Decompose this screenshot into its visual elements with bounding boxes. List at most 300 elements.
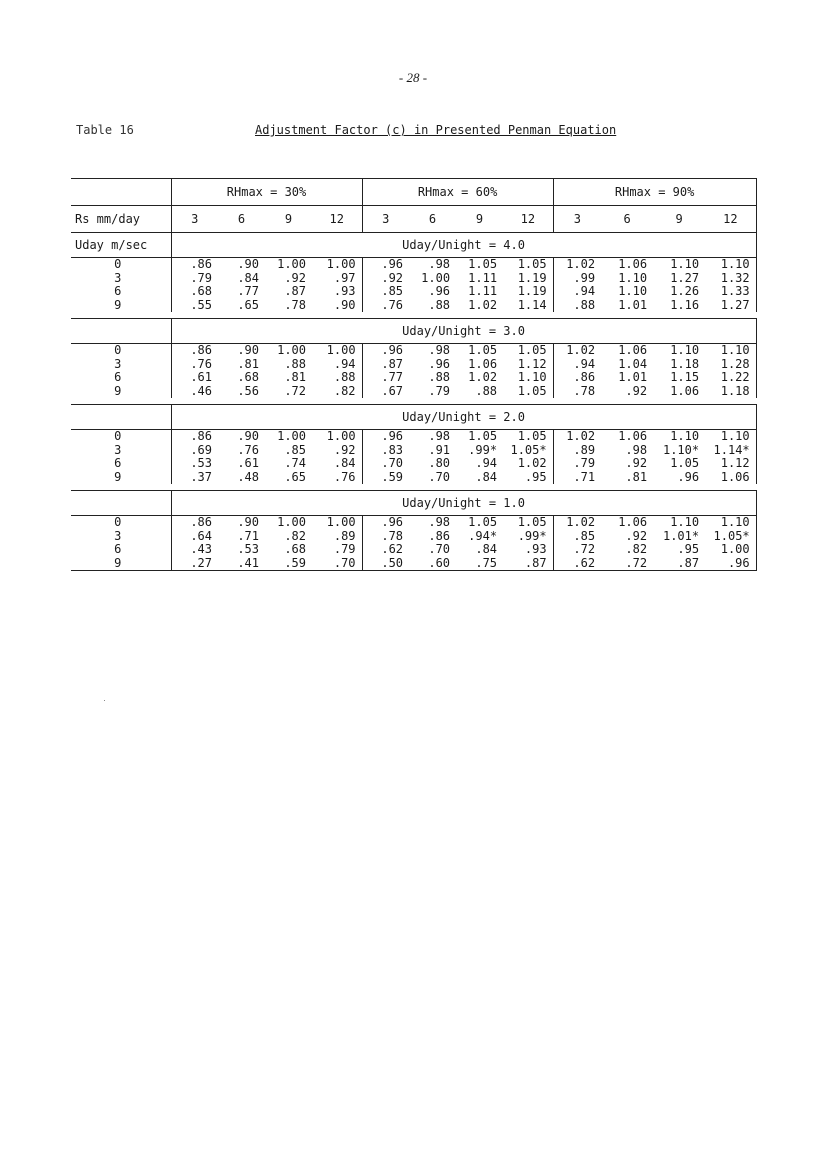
table-cell: 1.05* [510, 442, 547, 457]
table-cell: .94 [475, 456, 498, 470]
uday-value: 9 [114, 383, 122, 398]
table-cell: .81 [237, 356, 259, 371]
table-cell: .86 [190, 343, 212, 357]
table-cell: .88 [428, 297, 451, 312]
table-cell: .96 [428, 356, 451, 371]
table-cell: .85 [573, 528, 596, 543]
rs-value: 3 [553, 206, 601, 233]
table-cell: 1.06 [618, 343, 648, 357]
table-cell: .53 [190, 456, 212, 470]
table-cell: 1.04 [618, 356, 648, 371]
table-row [71, 258, 756, 313]
rs-value: 9 [653, 206, 705, 233]
table-cell: .74 [284, 456, 306, 470]
value-column [171, 344, 218, 399]
table-cell: 1.01 [618, 297, 648, 312]
table-cell: .70 [428, 469, 451, 484]
table-cell: .96 [381, 257, 404, 271]
table-cell: .92 [284, 270, 306, 285]
rhmax-header-row [71, 179, 756, 206]
table-cell: .55 [190, 297, 212, 312]
table-cell: .92 [333, 442, 356, 457]
value-column [456, 344, 503, 399]
rs-value: 9 [265, 206, 312, 233]
rhmax-30-header: RHmax = 30% [171, 179, 362, 206]
value-column [653, 430, 705, 485]
corner-cell [71, 179, 171, 206]
table-cell: .78 [284, 297, 306, 312]
table-cell: 1.05 [517, 515, 547, 529]
value-column [705, 344, 756, 399]
table-cell: 1.18 [670, 356, 700, 371]
uday-value: 6 [114, 456, 122, 470]
table-cell: .92 [625, 528, 648, 543]
table-cell: .78 [381, 528, 404, 543]
rs-value: 12 [503, 206, 553, 233]
table-cell: .94 [573, 356, 596, 371]
table-cell: .86 [190, 429, 212, 443]
table-cell: 1.05* [713, 528, 750, 543]
table-cell: 1.01 [618, 370, 648, 384]
table-cell: .70 [381, 456, 404, 470]
table-caption: Adjustment Factor (c) in Presented Penman Equation [255, 123, 617, 137]
table-cell: 1.00 [720, 542, 750, 556]
value-column [409, 430, 456, 485]
speck [104, 700, 105, 701]
value-column [409, 516, 456, 571]
table-cell: .82 [333, 383, 356, 398]
section-header-row [71, 319, 756, 344]
table-cell: .68 [237, 370, 259, 384]
blank-cell [71, 405, 171, 430]
table-cell: .94* [468, 528, 498, 543]
rs-value: 6 [218, 206, 265, 233]
table-cell: .88 [284, 356, 306, 371]
table-cell: 1.22 [720, 370, 750, 384]
table-cell: .70 [333, 555, 356, 570]
table-cell: .89 [573, 442, 596, 457]
table-cell: .56 [237, 383, 259, 398]
uday-value: 6 [114, 542, 122, 556]
table-cell: .53 [237, 542, 259, 556]
page-number: - 28 - [398, 70, 428, 85]
table-cell: .82 [625, 542, 648, 556]
table-cell: .93 [333, 284, 356, 298]
table-cell: 1.19 [517, 270, 547, 285]
table-cell: .78 [573, 383, 596, 398]
value-column [601, 430, 653, 485]
table-cell: .37 [190, 469, 212, 484]
table-cell: 1.11 [468, 270, 498, 285]
table-cell: .90 [237, 343, 259, 357]
table-cell: .71 [237, 528, 259, 543]
table-cell: .80 [428, 456, 451, 470]
table-cell: .94 [573, 284, 596, 298]
value-column [312, 258, 362, 313]
table-cell: 1.26 [670, 284, 700, 298]
table-cell: .86 [428, 528, 451, 543]
value-column [705, 516, 756, 571]
value-column [705, 258, 756, 313]
table-cell: 1.00 [326, 257, 356, 271]
table-cell: .84 [237, 270, 259, 285]
table-cell: 1.10 [517, 370, 547, 384]
value-column [409, 344, 456, 399]
table-cell: .87 [284, 284, 306, 298]
table-cell: 1.14 [517, 297, 547, 312]
table-cell: 1.05 [468, 343, 498, 357]
table-cell: 1.05 [517, 257, 547, 271]
table-cell: .82 [284, 528, 306, 543]
section-label: Uday/Unight = 1.0 [171, 491, 756, 516]
table-cell: 1.02 [566, 343, 596, 357]
uday-label: Uday m/sec [71, 233, 171, 258]
table-cell: .87 [524, 555, 547, 570]
uday-value: 3 [114, 528, 122, 543]
table-cell: .62 [381, 542, 404, 556]
table-cell: 1.10 [720, 257, 750, 271]
value-column [312, 430, 362, 485]
table-cell: .98 [625, 442, 648, 457]
table-cell: .65 [284, 469, 306, 484]
table-cell: 1.00 [277, 515, 306, 529]
table-cell: 1.10* [662, 442, 700, 457]
table-cell: .92 [381, 270, 404, 285]
table-cell: .65 [237, 297, 259, 312]
uday-value: 6 [114, 284, 122, 298]
value-column [362, 516, 409, 571]
table-cell: .61 [237, 456, 259, 470]
table-label: Table 16 [76, 123, 134, 137]
table-cell: 1.00 [277, 257, 306, 271]
table-cell: .77 [381, 370, 404, 384]
table-cell: 1.00 [326, 515, 356, 529]
table-row [71, 516, 756, 571]
table-cell: 1.05 [517, 343, 547, 357]
table-cell: 1.06 [720, 469, 750, 484]
value-column [503, 430, 553, 485]
table-cell: .93 [524, 542, 547, 556]
value-column [409, 258, 456, 313]
value-column [218, 430, 265, 485]
table-cell: .81 [284, 370, 306, 384]
table-cell: .99* [517, 528, 547, 543]
table-cell: 1.06 [618, 429, 648, 443]
table-cell: 1.10 [720, 343, 750, 357]
uday-value: 9 [114, 555, 122, 570]
value-column [265, 516, 312, 571]
value-column [456, 258, 503, 313]
table-cell: .96 [381, 343, 404, 357]
table-cell: .27 [190, 555, 212, 570]
uday-value: 6 [114, 370, 122, 384]
table-cell: 1.10 [670, 343, 700, 357]
table-cell: 1.02 [517, 456, 547, 470]
table-cell: 1.06 [670, 383, 700, 398]
value-column [362, 430, 409, 485]
table-cell: .70 [428, 542, 451, 556]
table-cell: 1.10 [618, 284, 648, 298]
table-cell: .90 [333, 297, 356, 312]
table-cell: .50 [381, 555, 404, 570]
section-header-row [71, 491, 756, 516]
table-cell: .96 [381, 515, 404, 529]
table-cell: .90 [237, 515, 259, 529]
table-cell: .59 [284, 555, 306, 570]
table-cell: 1.10 [618, 270, 648, 285]
table-cell: 1.10 [720, 429, 750, 443]
value-column [265, 344, 312, 399]
value-column [362, 258, 409, 313]
value-column [312, 344, 362, 399]
table-cell: .90 [237, 257, 259, 271]
value-column [456, 430, 503, 485]
value-column [362, 344, 409, 399]
table-cell: .92 [625, 383, 648, 398]
table-cell: .95 [524, 469, 547, 484]
value-column [653, 258, 705, 313]
table-cell: 1.18 [720, 383, 750, 398]
uday-value: 0 [114, 429, 122, 443]
uday-values [71, 258, 171, 313]
table-cell: .71 [573, 469, 596, 484]
table-cell: 1.05 [468, 429, 498, 443]
value-column [503, 258, 553, 313]
uday-value: 0 [114, 515, 122, 529]
table-cell: .88 [573, 297, 596, 312]
table-cell: .98 [428, 429, 451, 443]
section-label: Uday/Unight = 2.0 [171, 405, 756, 430]
rs-value: 12 [312, 206, 362, 233]
value-column [553, 430, 601, 485]
uday-values [71, 430, 171, 485]
table-cell: 1.02 [566, 429, 596, 443]
rs-value: 6 [409, 206, 456, 233]
table-cell: .79 [573, 456, 596, 470]
rhmax-60-header: RHmax = 60% [362, 179, 553, 206]
table-cell: .41 [237, 555, 259, 570]
table-cell: 1.02 [468, 297, 498, 312]
table-cell: .79 [190, 270, 212, 285]
blank-cell [71, 319, 171, 344]
value-column [601, 344, 653, 399]
table-cell: .72 [284, 383, 306, 398]
table-cell: .72 [625, 555, 648, 570]
table-cell: 1.10 [720, 515, 750, 529]
value-column [653, 344, 705, 399]
section-header-row [71, 233, 756, 258]
table-cell: .98 [428, 343, 451, 357]
uday-value: 0 [114, 257, 122, 271]
table-cell: .69 [190, 442, 212, 457]
rs-value: 6 [601, 206, 653, 233]
table-cell: .75 [475, 555, 498, 570]
table-cell: 1.02 [566, 257, 596, 271]
table-cell: .79 [333, 542, 356, 556]
table-cell: 1.00 [326, 429, 356, 443]
table-cell: 1.27 [670, 270, 700, 285]
uday-value: 0 [114, 343, 122, 357]
uday-values [71, 344, 171, 399]
table-row [71, 344, 756, 399]
value-column [503, 344, 553, 399]
value-column [265, 258, 312, 313]
rs-value: 12 [705, 206, 756, 233]
table-cell: 1.15 [670, 370, 700, 384]
rs-label: Rs mm/day [71, 206, 171, 233]
table-cell: 1.00 [326, 343, 356, 357]
table-cell: .68 [190, 284, 212, 298]
table-cell: .94 [333, 356, 356, 371]
table-cell: 1.05 [670, 456, 700, 470]
value-column [218, 516, 265, 571]
table-cell: 1.02 [468, 370, 498, 384]
uday-value: 3 [114, 270, 122, 285]
table-cell: 1.12 [720, 456, 750, 470]
table-cell: .60 [428, 555, 451, 570]
table-cell: .98 [428, 515, 451, 529]
table-cell: .84 [333, 456, 356, 470]
table-cell: .81 [625, 469, 648, 484]
table-cell: .46 [190, 383, 212, 398]
table-cell: .88 [428, 370, 451, 384]
table-cell: .88 [333, 370, 356, 384]
table-cell: .99 [573, 270, 596, 285]
table-cell: .96 [727, 555, 750, 570]
table-cell: 1.19 [517, 284, 547, 298]
table-cell: .83 [381, 442, 404, 457]
table-cell: .76 [333, 469, 356, 484]
rs-value: 3 [362, 206, 409, 233]
table-cell: .67 [381, 383, 404, 398]
table-cell: .87 [677, 555, 700, 570]
table-cell: 1.02 [566, 515, 596, 529]
table-cell: 1.06 [618, 257, 648, 271]
value-column [171, 516, 218, 571]
table-cell: 1.05 [468, 257, 498, 271]
table-cell: .85 [381, 284, 404, 298]
value-column [553, 344, 601, 399]
value-column [601, 258, 653, 313]
value-column [456, 516, 503, 571]
table-cell: 1.06 [618, 515, 648, 529]
section-header-row [71, 405, 756, 430]
rhmax-90-header: RHmax = 90% [553, 179, 756, 206]
uday-value: 9 [114, 297, 122, 312]
table-cell: .99* [468, 442, 498, 457]
rs-header-row [71, 206, 756, 233]
table-cell: 1.05 [468, 515, 498, 529]
table-cell: .85 [284, 442, 306, 457]
section-label: Uday/Unight = 3.0 [171, 319, 756, 344]
table-cell: 1.01* [662, 528, 700, 543]
value-column [218, 344, 265, 399]
table-cell: 1.10 [670, 429, 700, 443]
table-cell: 1.05 [517, 383, 547, 398]
uday-value: 3 [114, 442, 122, 457]
table-cell: .86 [190, 257, 212, 271]
table-cell: 1.16 [670, 297, 700, 312]
table-cell: 1.05 [517, 429, 547, 443]
table-cell: .96 [381, 429, 404, 443]
rs-value: 9 [456, 206, 503, 233]
table-cell: .84 [475, 469, 498, 484]
table-cell: .68 [284, 542, 306, 556]
table-cell: .91 [428, 442, 451, 457]
table-cell: 1.32 [720, 270, 750, 285]
table-cell: .64 [190, 528, 212, 543]
table-cell: .76 [381, 297, 404, 312]
value-column [653, 516, 705, 571]
value-column [171, 258, 218, 313]
table-cell: .79 [428, 383, 451, 398]
rs-value: 3 [171, 206, 218, 233]
table-cell: .89 [333, 528, 356, 543]
table-cell: .86 [573, 370, 596, 384]
table-cell: 1.12 [517, 356, 547, 371]
table-cell: 1.28 [720, 356, 750, 371]
table-cell: .48 [237, 469, 259, 484]
adjustment-factor-table [71, 178, 757, 571]
value-column [601, 516, 653, 571]
table-cell: 1.10 [670, 257, 700, 271]
table-cell: .59 [381, 469, 404, 484]
table-cell: .95 [677, 542, 700, 556]
table-row [71, 430, 756, 485]
value-column [553, 258, 601, 313]
table-cell: .72 [573, 542, 596, 556]
table-cell: 1.06 [468, 356, 498, 371]
value-column [503, 516, 553, 571]
table-cell: .98 [428, 257, 451, 271]
table-cell: 1.11 [468, 284, 498, 298]
table-cell: .43 [190, 542, 212, 556]
table-cell: .96 [428, 284, 451, 298]
table-cell: .92 [625, 456, 648, 470]
table-cell: .87 [381, 356, 404, 371]
value-column [265, 430, 312, 485]
table-cell: 1.10 [670, 515, 700, 529]
table-cell: .86 [190, 515, 212, 529]
table-cell: .97 [333, 270, 356, 285]
table-cell: 1.00 [421, 270, 451, 285]
value-column [218, 258, 265, 313]
section-label: Uday/Unight = 4.0 [171, 233, 756, 258]
table-cell: 1.27 [720, 297, 750, 312]
table-cell: .77 [237, 284, 259, 298]
table-cell: .62 [573, 555, 596, 570]
table-cell: .61 [190, 370, 212, 384]
uday-value: 3 [114, 356, 122, 371]
table-cell: 1.14* [713, 442, 750, 457]
blank-cell [71, 491, 171, 516]
value-column [312, 516, 362, 571]
table-cell: .88 [475, 383, 498, 398]
value-column [553, 516, 601, 571]
table-cell: .84 [475, 542, 498, 556]
uday-values [71, 516, 171, 571]
table-cell: .76 [190, 356, 212, 371]
value-column [705, 430, 756, 485]
uday-value: 9 [114, 469, 122, 484]
table-cell: .96 [677, 469, 700, 484]
table-cell: .90 [237, 429, 259, 443]
table-cell: 1.00 [277, 429, 306, 443]
table-cell: 1.33 [720, 284, 750, 298]
table-cell: 1.00 [277, 343, 306, 357]
value-column [171, 430, 218, 485]
table-cell: .76 [237, 442, 259, 457]
